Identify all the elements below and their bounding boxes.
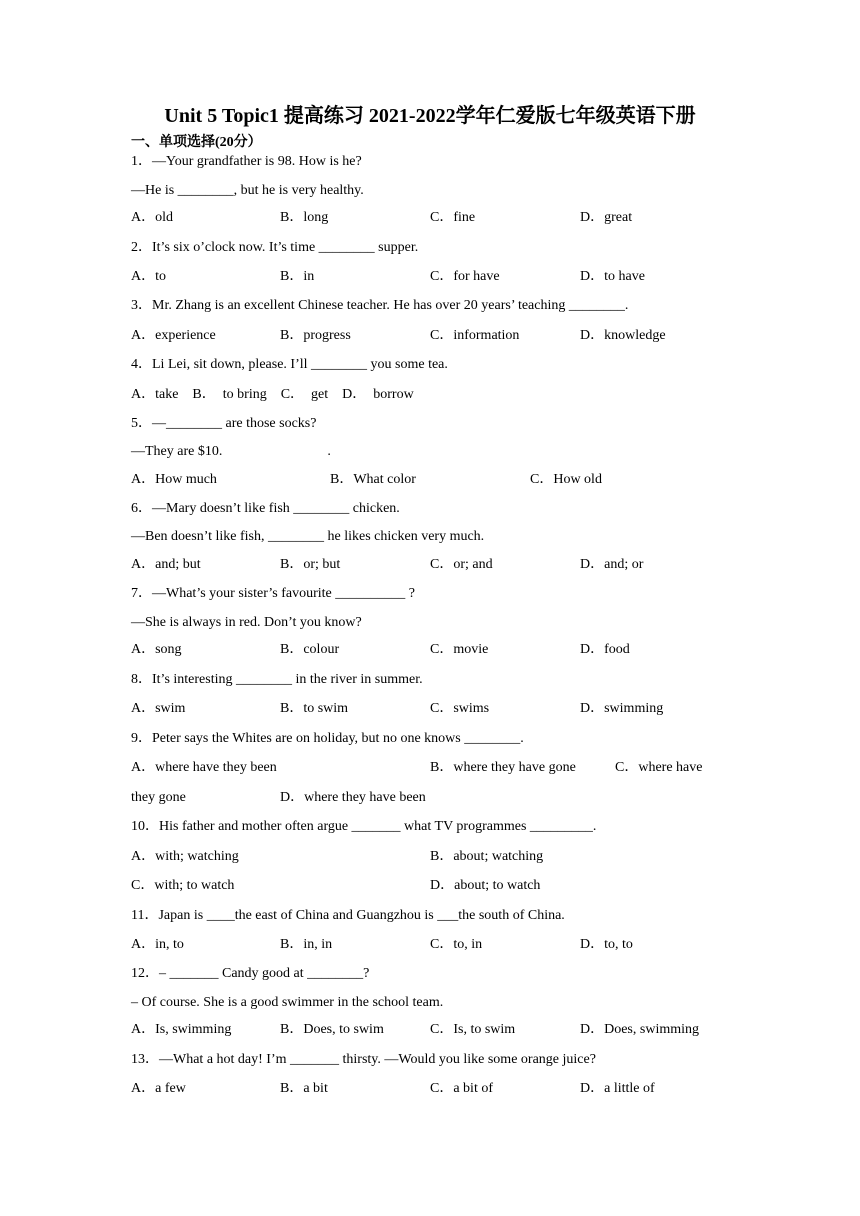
option-b: B．to swim <box>280 701 349 716</box>
question-1-stem: 1．—Your grandfather is 98. How is he? <box>131 154 362 169</box>
question-12-options <box>131 1022 751 1040</box>
option-b: B．or; but <box>280 557 341 572</box>
option-c: C．for have <box>430 269 500 284</box>
option-d: D．to, to <box>580 937 633 952</box>
option-c: C．to, in <box>430 937 483 952</box>
question-4-options: A．take B． to bring C． get D． borrow <box>131 387 414 402</box>
option-c: C．information <box>430 328 520 343</box>
option-a: A．How much <box>131 472 217 487</box>
option-b: B．Does, to swim <box>280 1022 384 1037</box>
option-d: D．where they have been <box>280 790 426 805</box>
option-a: A．song <box>131 642 182 657</box>
question-7-options <box>131 642 751 660</box>
option-a: A．old <box>131 210 173 225</box>
option-c: C．How old <box>530 472 602 487</box>
option-c: C．or; and <box>430 557 493 572</box>
option-b: B．in <box>280 269 315 284</box>
option-a: A．Is, swimming <box>131 1022 232 1037</box>
question-11-stem: 11．Japan is ____the east of China and Guangzhou is ___the south of China. <box>131 908 565 923</box>
option-b: B．in, in <box>280 937 333 952</box>
option-c: C．with; to watch <box>131 878 235 893</box>
option-a: A．swim <box>131 701 186 716</box>
option-c: C．swims <box>430 701 490 716</box>
question-13-options <box>131 1081 751 1099</box>
question-8-stem: 8．It’s interesting ________ in the river in summer. <box>131 672 423 687</box>
question-2-stem: 2．It’s six o’clock now. It’s time ________ supper. <box>131 240 419 255</box>
question-12-stem: 12．– _______ Candy good at ________? <box>131 966 370 981</box>
option-c-wrap: they gone <box>131 790 186 805</box>
question-3-stem: 3．Mr. Zhang is an excellent Chinese teacher. He has over 20 years’ teaching ________. <box>131 298 629 313</box>
option-d: D．about; to watch <box>430 878 541 893</box>
option-a: A．in, to <box>131 937 184 952</box>
option-a: A．where have they been <box>131 760 277 775</box>
option-c: C．movie <box>430 642 489 657</box>
question-6-options <box>131 557 751 575</box>
option-c: C．where have <box>615 760 703 775</box>
option-b: B．a bit <box>280 1081 328 1096</box>
question-13-stem: 13．—What a hot day! I’m _______ thirsty. —Would you like some orange juice? <box>131 1052 596 1067</box>
question-10-stem: 10．His father and mother often argue _______ what TV programmes _________. <box>131 819 597 834</box>
document-title: Unit 5 Topic1 提高练习 2021-2022学年仁爱版七年级英语下册 <box>164 105 696 127</box>
question-12-stem-2: – Of course. She is a good swimmer in the school team. <box>131 995 444 1010</box>
question-10-options <box>131 849 751 867</box>
question-5-stem-2: —They are $10. . <box>131 444 331 459</box>
question-9-options-2 <box>131 790 751 808</box>
option-a: A．a few <box>131 1081 186 1096</box>
option-a: A．to <box>131 269 166 284</box>
question-6-stem-2: —Ben doesn’t like fish, ________ he likes chicken very much. <box>131 529 485 544</box>
question-3-options <box>131 328 751 346</box>
option-a: A．and; but <box>131 557 201 572</box>
question-11-options <box>131 937 751 955</box>
option-a: A．with; watching <box>131 849 239 864</box>
option-b: B．long <box>280 210 329 225</box>
question-1-options <box>131 210 751 228</box>
option-d: D．a little of <box>580 1081 655 1096</box>
option-b: B．colour <box>280 642 340 657</box>
question-4-stem: 4．Li Lei, sit down, please. I’ll ________ you some tea. <box>131 357 448 372</box>
option-b: B．progress <box>280 328 351 343</box>
question-9-options <box>131 760 751 778</box>
question-7-stem: 7．—What’s your sister’s favourite __________ ? <box>131 586 415 601</box>
question-5-stem: 5．—________ are those socks? <box>131 416 317 431</box>
section-heading: 一、单项选择(20分） <box>131 135 262 150</box>
option-c: C．fine <box>430 210 476 225</box>
option-b: B．about; watching <box>430 849 544 864</box>
option-c: C．a bit of <box>430 1081 493 1096</box>
option-b: B．where they have gone <box>430 760 576 775</box>
question-7-stem-2: —She is always in red. Don’t you know? <box>131 615 362 630</box>
option-a: A．experience <box>131 328 216 343</box>
question-2-options <box>131 269 751 287</box>
question-9-stem: 9．Peter says the Whites are on holiday, but no one knows ________. <box>131 731 524 746</box>
option-d: D．food <box>580 642 630 657</box>
option-d: D．to have <box>580 269 645 284</box>
question-8-options <box>131 701 751 719</box>
question-10-options-2 <box>131 878 751 896</box>
question-6-stem: 6．—Mary doesn’t like fish ________ chicken. <box>131 501 400 516</box>
option-d: D．swimming <box>580 701 664 716</box>
question-5-options <box>131 472 751 490</box>
option-d: D．great <box>580 210 633 225</box>
option-c: C．Is, to swim <box>430 1022 516 1037</box>
option-d: D．Does, swimming <box>580 1022 699 1037</box>
option-d: D．and; or <box>580 557 644 572</box>
question-1-stem-2: —He is ________, but he is very healthy. <box>131 183 364 198</box>
option-b: B．What color <box>330 472 416 487</box>
option-d: D．knowledge <box>580 328 666 343</box>
